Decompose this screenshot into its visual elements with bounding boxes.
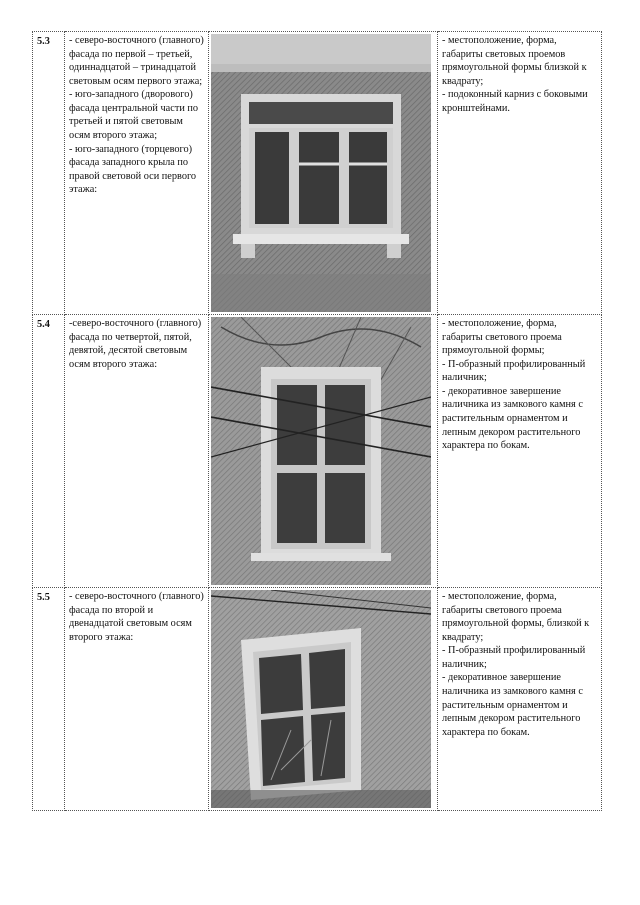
table-row (33, 32, 602, 315)
feature-line: - местоположение, форма, габариты световых проемов прямоугольной формы близкой к квадрату; (442, 35, 587, 87)
features-cell (438, 588, 602, 811)
row-number: 5.5 (33, 588, 65, 811)
description-line: - северо-восточного (главного) фасада по первой – третьей, одиннадцатой – тринадцатой световым осям первого этажа; (69, 35, 204, 87)
window-photo-icon (211, 317, 431, 585)
feature-line: - П-образный профилированный наличник; (442, 645, 586, 670)
description-line: -северо-восточного (главного) фасада по четвертой, пятой, девятой, десятой световым осям второго этажа: (69, 318, 202, 370)
feature-line: - декоративное завершение наличника из замкового камня с растительным орнаментом и лепным декором растительного характера по бокам. (442, 385, 583, 452)
facade-description (65, 32, 209, 315)
feature-line: - местоположение, форма, габариты светового проема прямоугольной формы; (442, 318, 562, 357)
table-row (33, 588, 602, 811)
facade-description (65, 315, 209, 588)
feature-line: - П-образный профилированный наличник; (442, 358, 586, 384)
feature-line: - декоративное завершение наличника из замкового камня с растительным орнаментом и лепным декором растительного характера по бокам. (442, 672, 583, 738)
description-line: - северо-восточного (главного) фасада по второй и двенадцатой световым осям второго этажа: (69, 591, 204, 643)
photo-cell (209, 315, 438, 588)
features-cell (438, 315, 602, 588)
photo-cell (209, 588, 438, 811)
description-line: - юго-западного (дворового) фасада центральной части по третьей и пятой световым осям второго этажа; (69, 89, 199, 142)
element-table (32, 31, 602, 811)
feature-line: - подоконный карниз с боковыми кронштейнами. (442, 89, 588, 114)
row-number: 5.4 (33, 315, 65, 588)
table-row (33, 315, 602, 588)
window-photo-icon (211, 34, 431, 312)
features-cell (438, 32, 602, 315)
description-line: - юго-западного (торцевого) фасада западного крыла по правой световой оси первого этажа: (69, 143, 197, 196)
row-number: 5.3 (33, 32, 65, 315)
facade-description (65, 588, 209, 811)
window-photo-icon (211, 590, 431, 808)
photo-cell (209, 32, 438, 315)
feature-line: - местоположение, форма, габариты светового проема прямоугольной формы, близкой к квадрату; (442, 591, 590, 643)
